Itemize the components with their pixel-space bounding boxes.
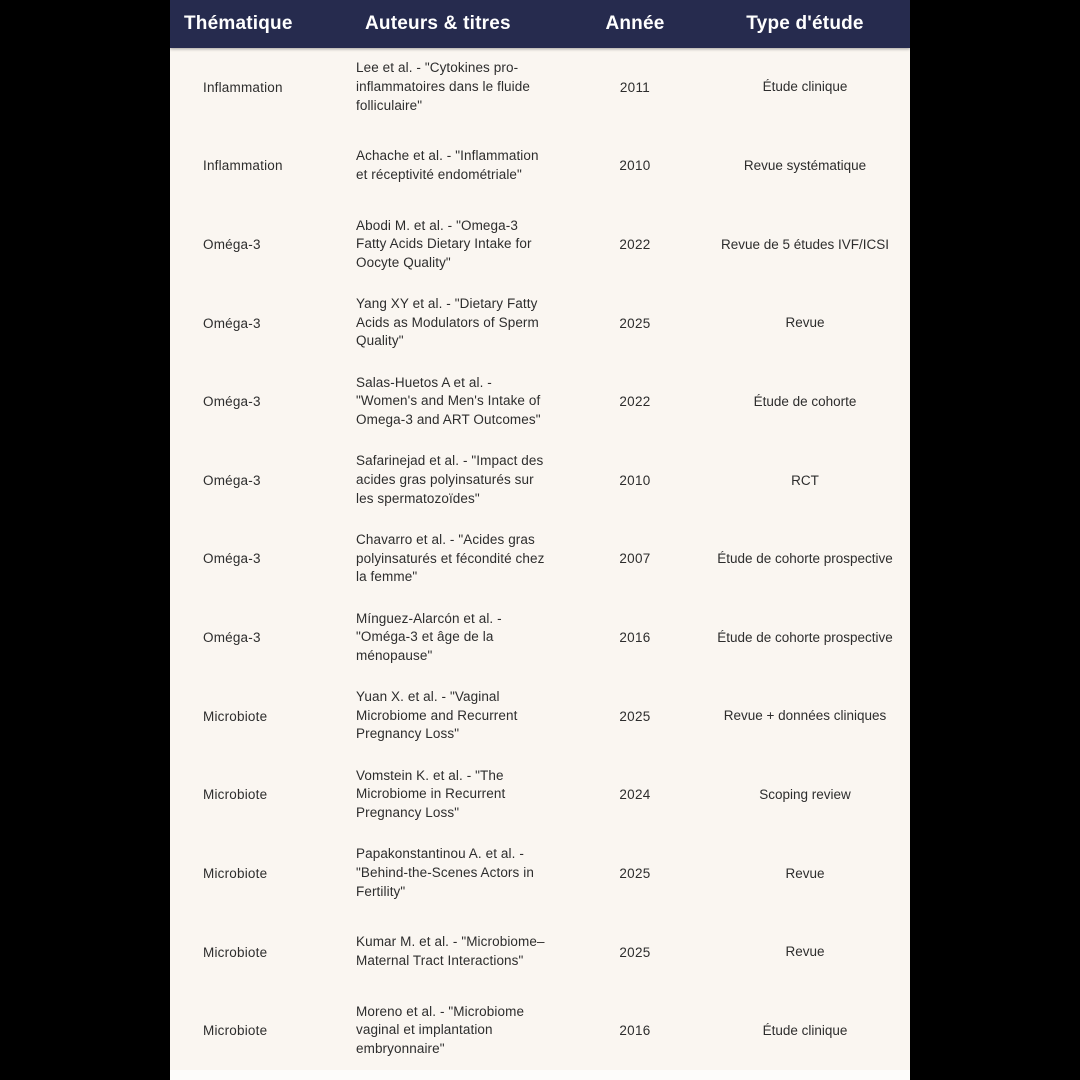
cell-annee: 2025 — [619, 315, 651, 331]
table-row — [170, 991, 910, 1070]
cell-auteurs-titres: Yang XY et al. - "Dietary Fatty Acids as Modulators of Sperm Quality" — [356, 296, 539, 349]
cell-auteurs-titres: Vomstein K. et al. - "The Microbiome in Recurrent Pregnancy Loss" — [356, 767, 506, 821]
cell-type-etude: Revue systématique — [743, 158, 867, 174]
cell-thematique: Inflammation — [203, 158, 283, 174]
cell-auteurs-titres: Moreno et al. - "Microbiome vaginal et implantation embryonnaire" — [356, 1003, 525, 1056]
table-row — [170, 677, 910, 756]
cell-annee: 2016 — [619, 630, 651, 646]
cell-auteurs-titres: Papakonstantinou A. et al. - "Behind-the-Scenes Actors in Fertility" — [356, 846, 534, 899]
studies-table-panel — [170, 0, 910, 1080]
cell-annee: 2025 — [619, 865, 651, 881]
table-row — [170, 755, 910, 834]
table-row — [170, 205, 910, 284]
table-row — [170, 598, 910, 677]
table-row — [170, 913, 910, 992]
bottom-strip — [170, 1070, 910, 1080]
cell-thematique: Microbiote — [203, 1023, 268, 1039]
cell-auteurs-titres: Safarinejad et al. - "Impact des acides gras polyinsaturés sur les spermatozoïdes" — [356, 453, 544, 506]
column-header-thematique: Thématique — [184, 13, 293, 34]
cell-thematique: Oméga-3 — [203, 630, 261, 646]
cell-thematique: Oméga-3 — [203, 551, 261, 567]
column-header-annee: Année — [605, 13, 665, 34]
table-body — [170, 48, 910, 1070]
cell-type-etude: Étude clinique — [762, 1022, 848, 1038]
cell-type-etude: Revue + données cliniques — [723, 708, 887, 724]
cell-annee: 2010 — [619, 158, 651, 174]
cell-auteurs-titres: Salas-Huetos A et al. - "Women's and Men's Intake of Omega-3 and ART Outcomes" — [356, 374, 541, 428]
table-row — [170, 48, 910, 127]
cell-annee: 2007 — [619, 551, 651, 567]
cell-type-etude: RCT — [791, 472, 819, 488]
column-header-auteurs-titres: Auteurs & titres — [365, 13, 511, 34]
cell-type-etude: Revue de 5 études IVF/ICSI — [720, 236, 890, 252]
cell-thematique: Microbiote — [203, 787, 268, 803]
cell-auteurs-titres: Lee et al. - "Cytokines pro-inflammatoires dans le fluide folliculaire" — [356, 60, 530, 113]
cell-annee: 2024 — [619, 787, 651, 803]
cell-type-etude: Étude de cohorte prospective — [717, 551, 893, 567]
cell-auteurs-titres: Achache et al. - "Inflammation et réceptivité endométriale" — [356, 148, 539, 182]
cell-type-etude: Revue — [785, 865, 825, 881]
column-header-type-etude: Type d'étude — [746, 13, 864, 34]
cell-auteurs-titres: Abodi M. et al. - "Omega-3 Fatty Acids Dietary Intake for Oocyte Quality" — [356, 217, 532, 270]
cell-annee: 2016 — [619, 1023, 651, 1039]
table-row — [170, 834, 910, 913]
cell-type-etude: Revue — [785, 944, 825, 960]
table-row — [170, 284, 910, 363]
table-row — [170, 362, 910, 441]
cell-auteurs-titres: Chavarro et al. - "Acides gras polyinsaturés et fécondité chez la femme" — [356, 532, 545, 585]
cell-thematique: Microbiote — [203, 708, 268, 724]
cell-annee: 2025 — [619, 708, 651, 724]
cell-annee: 2010 — [619, 472, 651, 488]
cell-thematique: Microbiote — [203, 865, 268, 881]
table-row — [170, 520, 910, 599]
cell-annee: 2022 — [619, 394, 651, 410]
cell-annee: 2011 — [619, 79, 651, 95]
table-row — [170, 127, 910, 206]
cell-type-etude: Étude de cohorte prospective — [717, 629, 893, 645]
cell-thematique: Inflammation — [203, 79, 283, 95]
cell-thematique: Oméga-3 — [203, 394, 261, 410]
cell-annee: 2025 — [619, 944, 651, 960]
cell-type-etude: Étude de cohorte — [753, 393, 857, 409]
cell-thematique: Oméga-3 — [203, 315, 261, 331]
cell-annee: 2022 — [619, 237, 651, 253]
table-row — [170, 441, 910, 520]
cell-thematique: Microbiote — [203, 944, 268, 960]
cell-auteurs-titres: Yuan X. et al. - "Vaginal Microbiome and Recurrent Pregnancy Loss" — [356, 689, 518, 742]
cell-type-etude: Étude clinique — [762, 79, 848, 95]
cell-type-etude: Scoping review — [759, 786, 851, 802]
table-header-row — [170, 0, 910, 48]
cell-type-etude: Revue — [785, 315, 825, 331]
cell-auteurs-titres: Kumar M. et al. - "Microbiome–Maternal Tract Interactions" — [356, 934, 545, 968]
cell-thematique: Oméga-3 — [203, 237, 261, 253]
cell-auteurs-titres: Mínguez-Alarcón et al. - "Oméga-3 et âge de la ménopause" — [356, 610, 502, 663]
cell-thematique: Oméga-3 — [203, 472, 261, 488]
